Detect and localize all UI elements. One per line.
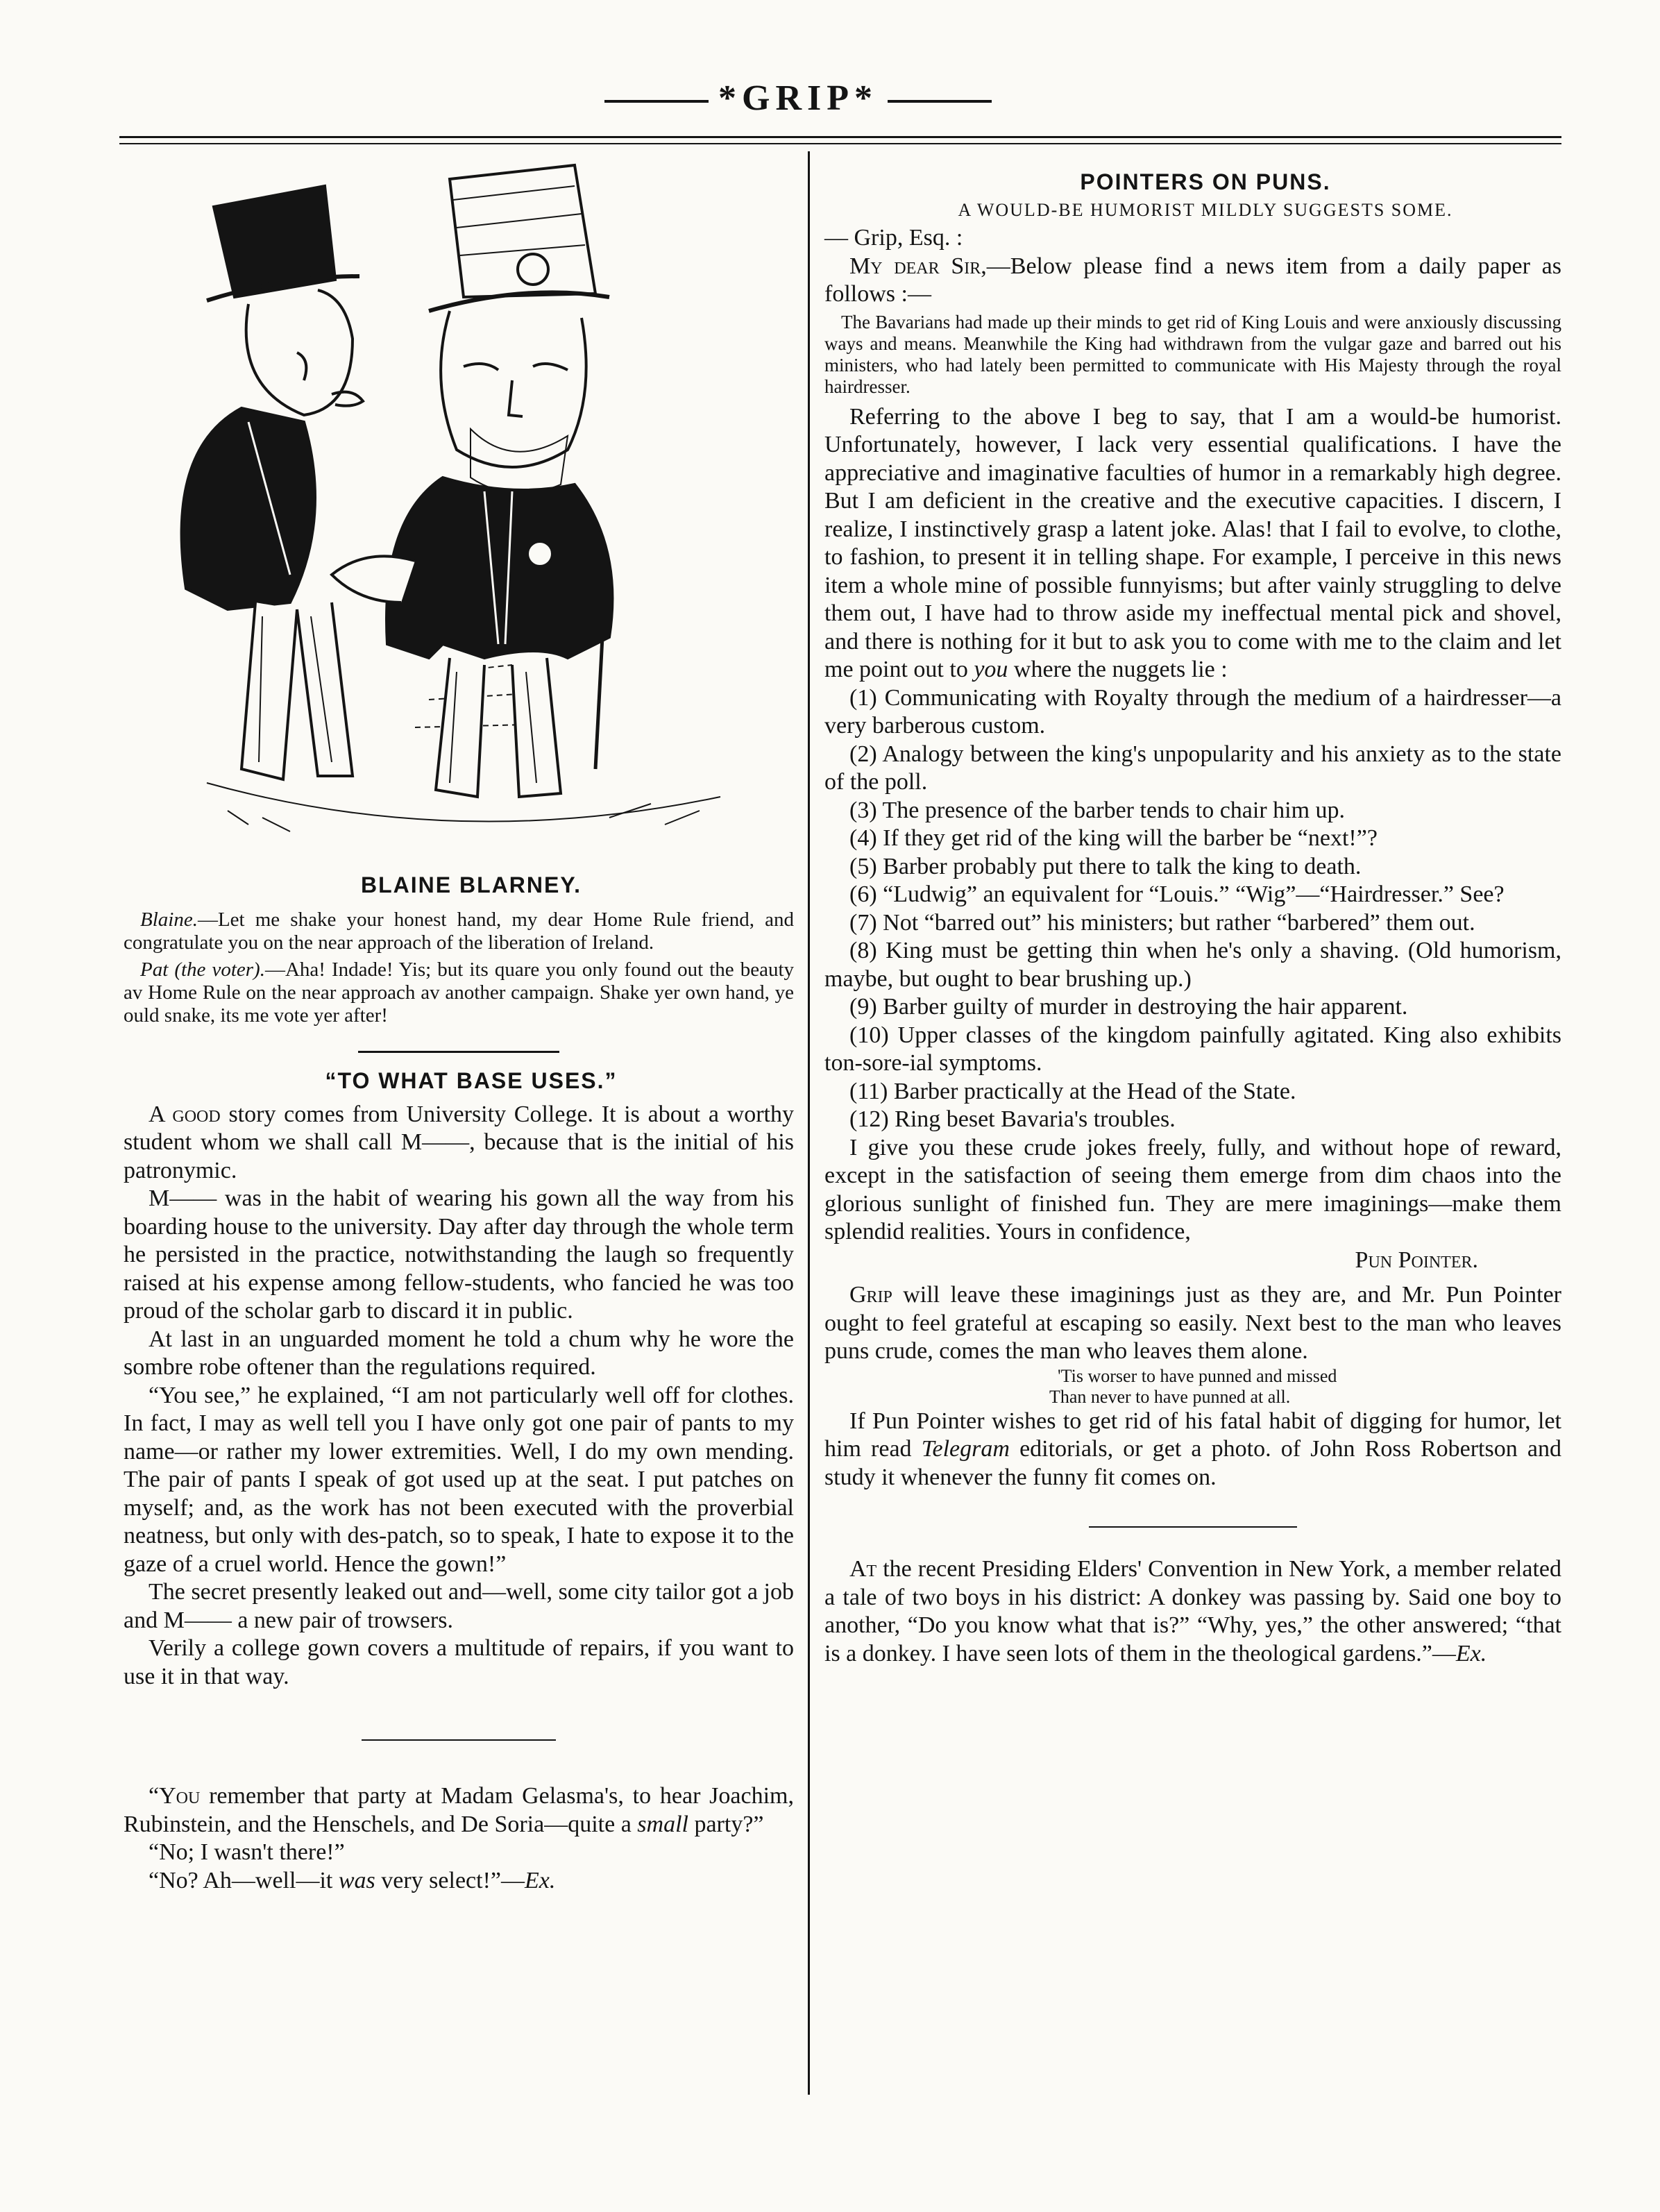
anecdote-paragraph [124, 1867, 794, 1896]
masthead-rule-left [604, 100, 709, 103]
list-item: (5) Barber probably put there to talk the king to death. [849, 853, 1362, 879]
list-item: (2) Analogy between the king's unpopularity and his anxiety as to the state of the poll. [824, 741, 1561, 795]
article-paragraph: The secret presently leaked out and—well, some city tailor got a job and M—— a new pair of trowsers. [124, 1579, 794, 1633]
list-item: (3) The presence of the barber tends to chair him up. [849, 797, 1346, 823]
cartoon-caption [124, 909, 794, 1027]
source-credit: Ex. [1455, 1640, 1487, 1666]
anecdote-text: remember that party at Madam Gelasma's, to hear Joachim, Rubinstein, and the Henschels, and De Soria—quite a [124, 1783, 794, 1837]
header-rule-top [119, 136, 1561, 138]
article-paragraph [124, 1101, 794, 1185]
header-rule-bottom [119, 143, 1561, 144]
anecdote [824, 1555, 1561, 1668]
anecdote [124, 1782, 794, 1895]
caption-text: —Let me shake your honest hand, my dear Home Rule friend, and congratulate you on the near approach of the liberation of Ireland. [124, 909, 794, 954]
caption-speaker: Blaine. [140, 909, 198, 931]
verse [824, 1366, 1561, 1408]
emphasis: you [974, 657, 1008, 682]
caption-speaker: Pat (the voter). [140, 959, 265, 981]
masthead-rule-right [888, 100, 992, 103]
paragraph-text: where the nuggets lie : [1008, 657, 1228, 682]
masthead [590, 78, 1006, 119]
list-item: (10) Upper classes of the kingdom painfully agitated. King also exhibits ton-sore-ial symptoms. [824, 1022, 1561, 1076]
reply-paragraph [824, 1281, 1561, 1366]
right-column [824, 158, 1561, 1668]
section-divider [1089, 1526, 1297, 1528]
verse-line: 'Tis worser to have punned and missed [1058, 1365, 1337, 1386]
lead-words: At [849, 1556, 877, 1582]
list-item: (8) King must be getting thin when he's only a shaving. (Old humorism, maybe, but ought to bear brushing up.) [824, 938, 1561, 992]
anecdote-text: very select!”— [375, 1867, 525, 1893]
emphasis: Telegram [921, 1436, 1010, 1462]
lead-words: “You [149, 1783, 201, 1809]
source-credit: Ex. [525, 1867, 556, 1893]
quote-text: The Bavarians had made up their minds to get rid of King Louis and were anxiously discussing ways and means. Meanwhile the King had withdrawn from the vulgar gaze and barred out his ministers, who had lately been permitted to communicate with His Majesty through the royal hairdresser. [824, 311, 1561, 397]
masthead-star-right: * [854, 78, 878, 118]
caption-line [124, 909, 794, 954]
anecdote-paragraph [824, 1555, 1561, 1668]
anecdote-paragraph [124, 1782, 794, 1839]
lead-words: Grip [849, 1282, 892, 1308]
list-item: (4) If they get rid of the king will the barber be “next!”? [849, 825, 1378, 851]
anecdote-text: the recent Presiding Elders' Convention in New York, a member related a tale of two boys in his district: A donkey was passing by. Said one boy to another, “Do you know what that is?” “Why, yes,” the other answered; “that is a donkey. I have seen lots of them in the theological gardens.”— [824, 1556, 1561, 1666]
list-item: (1) Communicating with Royalty through the medium of a hairdresser—a very barberous custom. [824, 684, 1561, 738]
lead-words: My dear Sir, [849, 253, 987, 279]
paragraph-text: story comes from University College. It is about a worthy student whom we shall call M——, because that is the initial of his patronymic. [124, 1101, 795, 1183]
article-title: POINTERS ON PUNS. [1080, 169, 1331, 194]
column-divider [808, 151, 810, 2095]
masthead-title: GRIP [742, 78, 854, 118]
list-item: (7) Not “barred out” his ministers; but rather “barbered” them out. [849, 909, 1475, 936]
list-item: (12) Ring beset Bavaria's troubles. [849, 1106, 1176, 1132]
lead-words: A good [149, 1101, 221, 1127]
article-body [124, 1101, 794, 1691]
reply-text: will leave these imaginings just as they are, and Mr. Pun Pointer ought to feel grateful at escaping so easily. Next best to the man who leaves puns crude, comes the man who leaves them alone. [824, 1282, 1561, 1364]
list-item: (6) “Ludwig” an equivalent for “Louis.” “Wig”—“Hairdresser.” See? [849, 881, 1505, 907]
article-paragraph [824, 403, 1561, 684]
verse-line: Than never to have punned at all. [1049, 1386, 1291, 1407]
article-subtitle: A WOULD-BE HUMORIST MILDLY SUGGESTS SOME. [958, 199, 1453, 220]
caption-line [124, 959, 794, 1027]
article-paragraph: “You see,” he explained, “I am not particularly well off for clothes. In fact, I may as well tell you I have only got one pair of pants to my name—or rather my lower extremities. Well, I do my own mending. The pair of pants I speak of got used up at the seat. I put patches on myself; and, as the work has not been executed with the proverbial neatness, but only with des-patch, so to speak, I hate to expose it to the gaze of a cruel world. Hence the gown!” [124, 1382, 794, 1577]
final-paragraph [824, 1408, 1561, 1492]
article-paragraph: M—— was in the habit of wearing his gown all the way from his boarding house to the university. Day after day through the whole term he persisted in the practice, notwithstanding the laugh so frequently raised at his expense among fellow-students, who fancied he was too proud of the scholar garb to discard it in public. [124, 1185, 794, 1324]
left-column [124, 158, 794, 1895]
article-paragraph: Verily a college gown covers a multitude of repairs, if you want to use it in that way. [124, 1635, 794, 1689]
pun-list [824, 684, 1561, 1134]
greeting [824, 253, 1561, 309]
news-quote [824, 312, 1561, 398]
paragraph-text: editorials, or get a photo. of John Ross Robertson and study it whenever the funny fit comes on. [824, 1436, 1561, 1490]
article-paragraph: At last in an unguarded moment he told a chum why he wore the sombre robe oftener than the regulations required. [124, 1326, 794, 1380]
emphasis: was [338, 1867, 375, 1893]
section-divider [358, 1051, 559, 1053]
cartoon-title: BLAINE BLARNEY. [360, 872, 582, 897]
caption-text: —Aha! Indade! Yis; but its quare you only found out the beauty av Home Rule on the near approach av another campaign. Shake yer own hand, ye ould snake, its me vote yer after! [124, 959, 794, 1027]
masthead-star-left: * [718, 78, 742, 118]
anecdote-text: party?” [688, 1811, 764, 1837]
paragraph-text: Referring to the above I beg to say, that I am a would-be humorist. Unfortunately, however, I lack very essential qualifications. I have the appreciative and imaginative faculties of humor in a remarkably high degree. But I am deficient in the creative and the executive capacities. I discern, I realize, I instinctively grasp a latent joke. Alas! that I fail to evolve, to clothe, to fashion, to present it in telling shape. For example, I perceive in this news item a whole mine of possible funnyisms; but after vainly struggling to delve them out, I have had to throw aside my ineffectual mental pick and shovel, and there is nothing for it but to ask you to come with me to the claim and let me point out to [824, 403, 1561, 682]
anecdote-text: “No? Ah—well—it [149, 1867, 339, 1893]
salutation: — Grip, Esq. : [824, 225, 963, 251]
anecdote-paragraph: “No; I wasn't there!” [149, 1839, 345, 1865]
section-divider [362, 1739, 556, 1741]
greeting-text: —Below please find a news item from a daily paper as follows :— [824, 253, 1561, 307]
paragraph-text: If Pun Pointer wishes to get rid of his fatal habit of digging for humor, let him read [824, 1408, 1561, 1462]
list-item: (9) Barber guilty of murder in destroying the hair apparent. [849, 994, 1408, 1020]
signature: Pun Pointer. [1355, 1247, 1478, 1273]
emphasis: small [637, 1811, 688, 1837]
closing-paragraph: I give you these crude jokes freely, fully, and without hope of reward, except in the satisfaction of seeing them emerge from dim chaos into the glorious sunlight of finished fun. They are mere imaginings—make them splendid realities. Yours in confidence, [824, 1134, 1561, 1244]
article-title: “TO WHAT BASE USES.” [325, 1068, 618, 1093]
list-item: (11) Barber practically at the Head of the State. [849, 1078, 1296, 1104]
cartoon-illustration [124, 158, 794, 859]
